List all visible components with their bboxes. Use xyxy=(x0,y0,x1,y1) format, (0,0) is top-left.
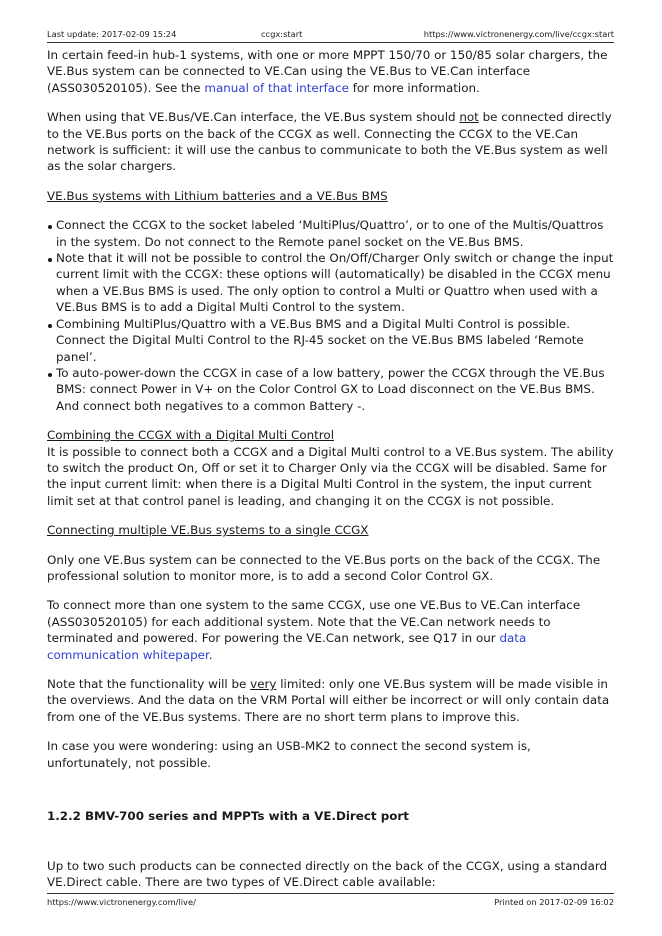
page-footer xyxy=(47,893,614,908)
heading-lithium-bms: VE.Bus systems with Lithium batteries and a VE.Bus BMS xyxy=(47,188,388,203)
heading-multiple-vebus: Connecting multiple VE.Bus systems to a single CCGX xyxy=(47,523,369,538)
paragraph-vedirect: Up to two such products can be connected directly on the back of the CCGX, using a standard VE.Direct cable. There are two types of VE.Direct cable available: xyxy=(47,859,608,890)
header-last-update: Last update: 2017-02-09 15:24 xyxy=(47,29,177,39)
header-url: https://www.victronenergy.com/live/ccgx:start xyxy=(423,29,614,39)
paragraph-feed-in: In certain feed-in hub-1 systems, with one or more MPPT 150/70 or 150/85 solar chargers, the VE.Bus system can be connected to VE.Can using the VE.Bus to VE.Can interface (ASS030520105). See the manual of that interface for more information. xyxy=(47,48,608,95)
footer-printed: Printed on 2017-02-09 16:02 xyxy=(494,897,614,907)
paragraph-vebus-vecan: When using that VE.Bus/VE.Can interface, the VE.Bus system should not be connected directly to the VE.Bus ports on the back of the CCGX as well. Connecting the CCGX to the VE.Can network is sufficient: it will use the canbus to communicate to both the VE.Bus system as well as the solar chargers. xyxy=(47,110,612,174)
paragraph-usb-mk2: In case you were wondering: using an USB-MK2 to connect the second system is, unfortunately, not possible. xyxy=(47,739,531,770)
list-item: Combining MultiPlus/Quattro with a VE.Bus BMS and a Digital Multi Control is possible. Connect the Digital Multi Control to the RJ-45 socket on the VE.Bus BMS labeled ‘Remote panel’. xyxy=(56,316,615,365)
paragraph-only-one-system: Only one VE.Bus system can be connected to the VE.Bus ports on the back of the CCGX. The professional solution to monitor more, is to add a second Color Control GX. xyxy=(47,552,601,583)
emphasis-not: not xyxy=(459,110,479,125)
paragraph-functionality-limited: Note that the functionality will be very limited: only one VE.Bus system will be made visible in the overviews. And the data on the VRM Portal will either be incorrect or will only contain data from one of the VE.Bus systems. There are no short term plans to improve this. xyxy=(47,677,610,724)
footer-url: https://www.victronenergy.com/live/ xyxy=(47,897,196,907)
list-item: To auto-power-down the CCGX in case of a low battery, power the CCGX through the VE.Bus BMS: connect Power in V+ on the Color Control GX to Load disconnect on the VE.Bus BMS. And connect both negatives to a common Battery -. xyxy=(56,365,615,414)
emphasis-very: very xyxy=(250,677,277,691)
page-header xyxy=(47,28,614,43)
manual-link[interactable]: manual of that interface xyxy=(204,80,349,95)
bms-list xyxy=(47,217,615,414)
list-item: Note that it will not be possible to control the On/Off/Charger Only switch or change the input current limit with the CCGX: these options will (automatically) be disabled in the CCGX menu when a VE.Bus BMS is used. The only option to control a Multi or Quattro when used with a VE.Bus BMS is to add a Digital Multi Control to the system. xyxy=(56,251,614,315)
whitepaper-link[interactable]: data communication whitepaper xyxy=(47,631,527,662)
paragraph-connect-more: To connect more than one system to the same CCGX, use one VE.Bus to VE.Can interface (ASS030520105) for each additional system. Note that the VE.Can network needs to terminated and powered. For powering the VE.Can network, see Q17 in our data communication whitepaper. xyxy=(47,598,581,662)
heading-digital-multi-control: Combining the CCGX with a Digital Multi Control xyxy=(47,428,334,443)
paragraph-digital-multi-control: It is possible to connect both a CCGX and a Digital Multi control to a VE.Bus system. The ability to switch the product On, Off or set it to Charger Only via the CCGX will be disabled. Same for the input current limit: when there is a Digital Multi Control in the system, the input current limit set at that control panel is leading, and changing it on the CCGX is not possible. xyxy=(47,444,614,508)
section-heading-bmv: 1.2.2 BMV-700 series and MPPTs with a VE.Direct port xyxy=(47,809,409,824)
list-item: Connect the CCGX to the socket labeled ‘MultiPlus/Quattro’, or to one of the Multis/Quattros in the system. Do not connect to the Remote panel socket on the VE.Bus BMS. xyxy=(56,217,615,250)
header-page-id: ccgx:start xyxy=(261,29,303,39)
page-content xyxy=(47,47,615,904)
